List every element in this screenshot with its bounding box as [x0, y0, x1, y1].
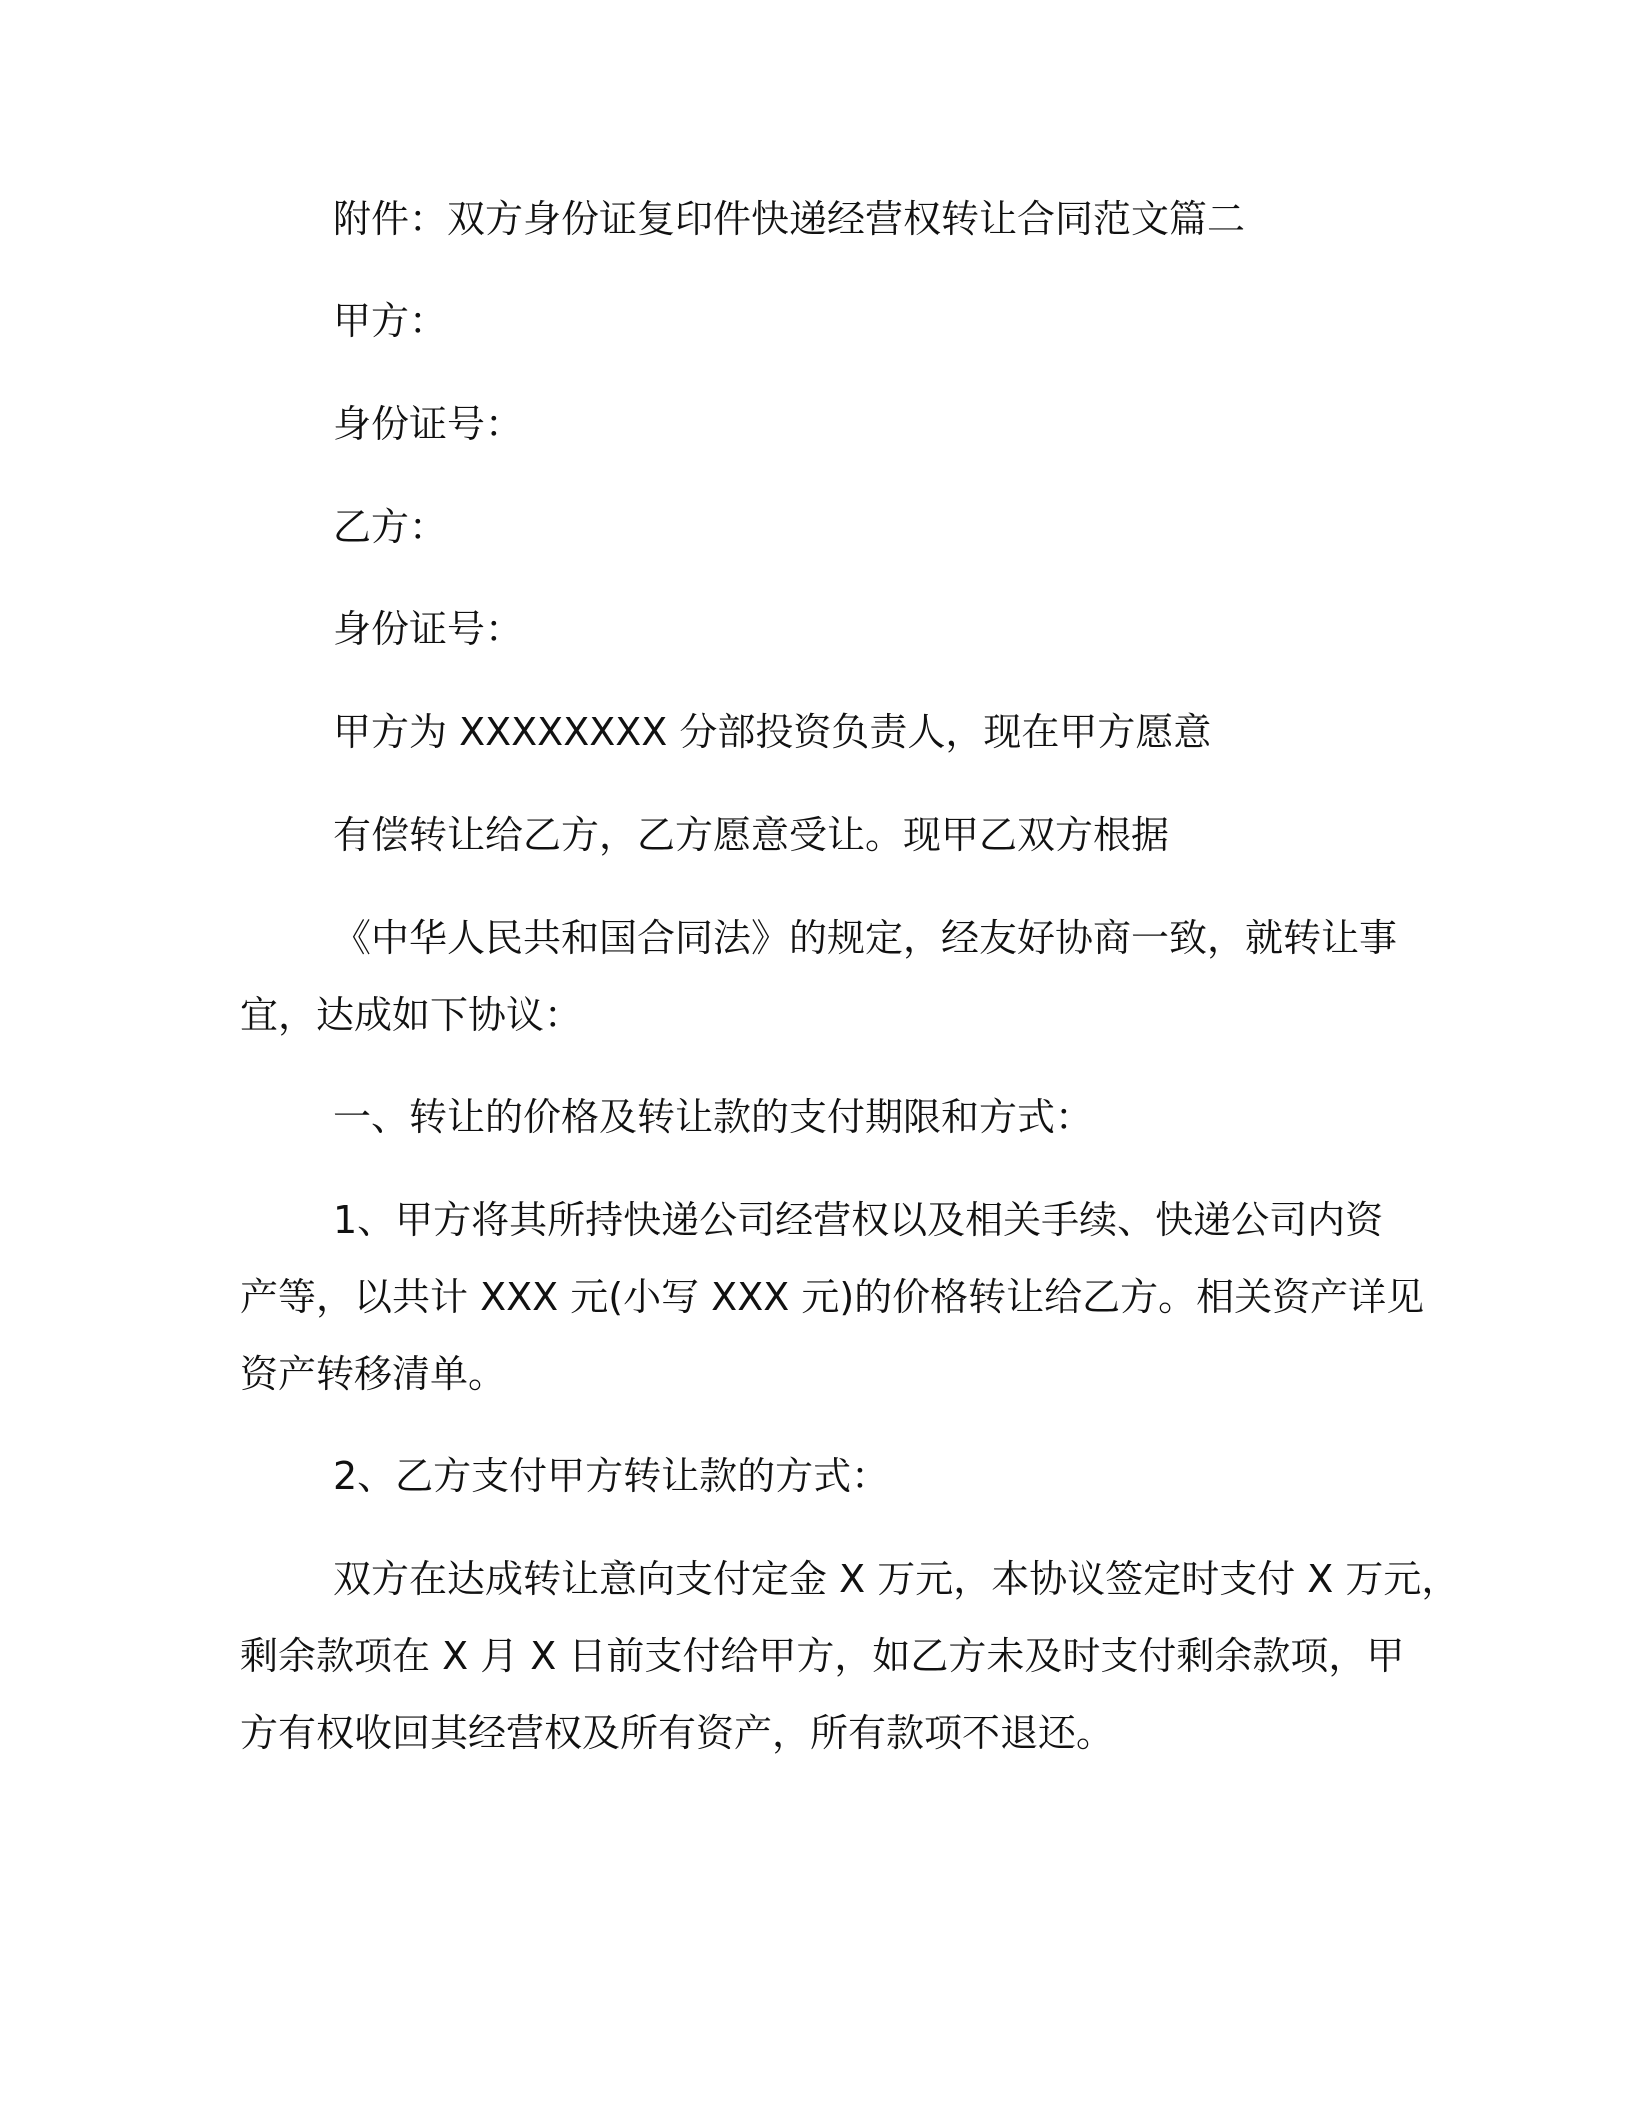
section-heading: 一、转让的价格及转让款的支付期限和方式：	[333, 1095, 1094, 1139]
paragraph-line: 有偿转让给乙方，乙方愿意受让。现甲乙双方根据	[333, 813, 1170, 857]
clause-line: 双方在达成转让意向支付定金 X 万元，本协议签定时支付 X 万元，	[333, 1557, 1460, 1601]
heading-line: 附件：双方身份证复印件快递经营权转让合同范文篇二	[333, 197, 1246, 241]
clause-line: 资产转移清单。	[240, 1352, 507, 1396]
clause-heading: 2、乙方支付甲方转让款的方式：	[333, 1454, 890, 1498]
clause-line: 剩余款项在 X 月 X 日前支付给甲方，如乙方未及时支付剩余款项，甲	[240, 1634, 1405, 1678]
party-b-id-label: 身份证号：	[333, 607, 524, 651]
paragraph-line: 宜，达成如下协议：	[240, 993, 583, 1037]
clause-line: 方有权收回其经营权及所有资产，所有款项不退还。	[240, 1711, 1115, 1755]
party-a-label: 甲方：	[333, 299, 448, 343]
paragraph-line: 《中华人民共和国合同法》的规定，经友好协商一致，就转让事	[333, 916, 1398, 960]
paragraph-line: 甲方为 XXXXXXXX 分部投资负责人，现在甲方愿意	[333, 710, 1212, 754]
clause-line: 产等，以共计 XXX 元(小写 XXX 元)的价格转让给乙方。相关资产详见	[240, 1275, 1425, 1319]
party-a-id-label: 身份证号：	[333, 402, 524, 446]
party-b-label: 乙方：	[333, 505, 448, 549]
clause-line: 1、甲方将其所持快递公司经营权以及相关手续、快递公司内资	[333, 1198, 1384, 1242]
